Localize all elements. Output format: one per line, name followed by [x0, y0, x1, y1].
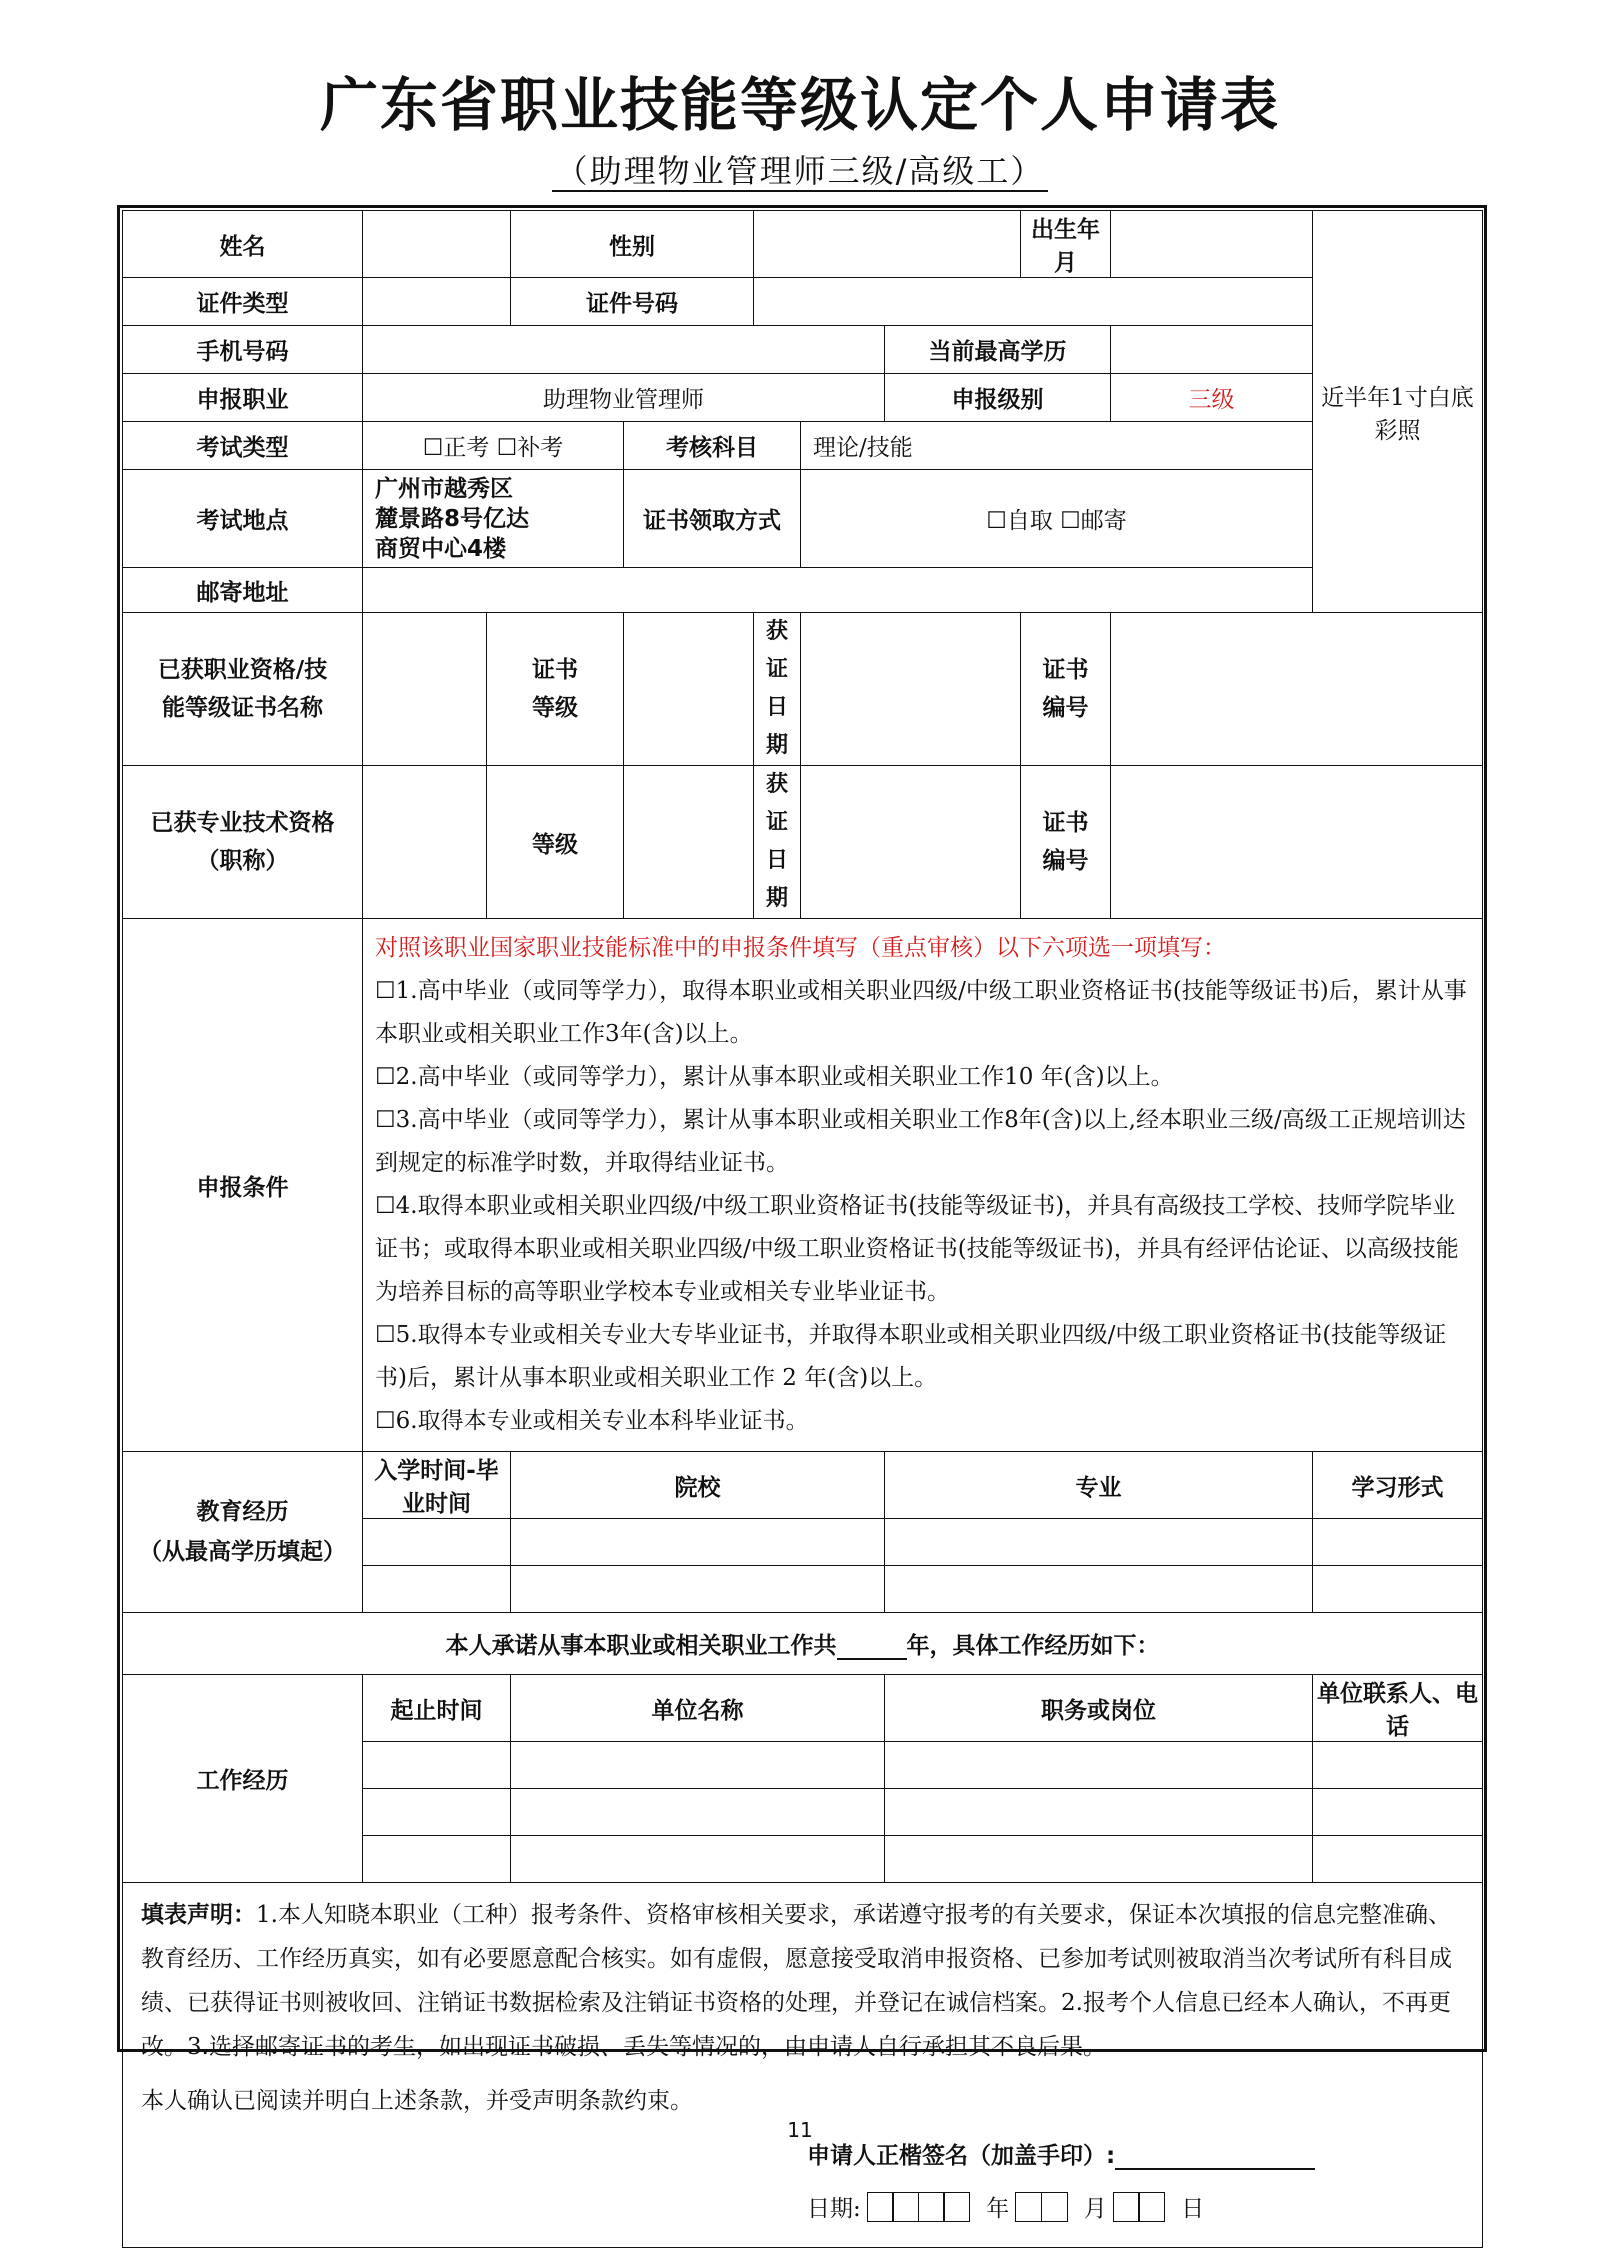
- cert-method-label: 证书领取方式: [624, 470, 801, 568]
- edu-col-period: 入学时间-毕业时间: [363, 1452, 511, 1519]
- education-field[interactable]: [1111, 326, 1313, 374]
- edu-cell[interactable]: [511, 1566, 885, 1613]
- qualification-name-field[interactable]: [363, 613, 487, 766]
- birth-label: 出生年月: [1021, 211, 1111, 278]
- signature-label: 申请人正楷签名（加盖手印）:: [807, 2143, 1116, 2169]
- subject-label: 考核科目: [624, 422, 801, 470]
- exam-makeup-checkbox[interactable]: ☐补考: [496, 435, 564, 461]
- edu-col-major: 专业: [885, 1452, 1313, 1519]
- work-cell[interactable]: [885, 1836, 1313, 1883]
- gender-field[interactable]: [754, 211, 1021, 278]
- exam-type-label: 考试类型: [123, 422, 363, 470]
- date-label: 日期:: [807, 2196, 861, 2222]
- qualification-label: [123, 613, 363, 766]
- edu-cell[interactable]: [363, 1519, 511, 1566]
- cert-grade-label: [487, 613, 624, 766]
- occupation-label: 申报职业: [123, 374, 363, 422]
- pro-get-date-label-line-2: 日期: [765, 848, 788, 911]
- pro-get-date-label-line-1: 获证: [765, 772, 788, 835]
- work-cell[interactable]: [363, 1836, 511, 1883]
- cert-no-label-line-2: 编号: [1042, 695, 1089, 721]
- year-boxes[interactable]: [867, 2192, 971, 2222]
- conditions-head: 对照该职业国家职业技能标准中的申报条件填写（重点审核）以下六项选一项填写：: [375, 935, 1226, 961]
- location-line-1: 广州市越秀区: [375, 475, 513, 502]
- location-label: 考试地点: [123, 470, 363, 568]
- work-cell[interactable]: [363, 1742, 511, 1789]
- month-label: 月: [1083, 2196, 1107, 2222]
- phone-label: 手机号码: [123, 326, 363, 374]
- cert-grade-label-line-1: 证书: [532, 657, 578, 683]
- signature-field[interactable]: [1115, 2142, 1315, 2170]
- work-promise-suffix: 年，具体工作经历如下：: [906, 1633, 1160, 1659]
- condition-option-2[interactable]: ☐2.高中毕业（或同等学力），累计从事本职业或相关职业工作10 年(含)以上。: [375, 1064, 1174, 1090]
- pro-cert-no-label: [1021, 766, 1111, 919]
- phone-field[interactable]: [363, 326, 885, 374]
- id-type-field[interactable]: [363, 278, 511, 326]
- declaration-text: [141, 1893, 1464, 2069]
- name-field[interactable]: [363, 211, 511, 278]
- cert-mail-checkbox[interactable]: ☐邮寄: [1060, 508, 1127, 534]
- conditions-label: 申报条件: [123, 919, 363, 1452]
- conditions-list: [363, 919, 1483, 1452]
- get-date-label: [754, 613, 801, 766]
- mail-address-field[interactable]: [363, 568, 1313, 613]
- declaration-body: 1.本人知晓本职业（工种）报考条件、资格审核相关要求，承诺遵守报考的有关要求，保证本次填报的信息完整准确、教育经历、工作经历真实，如有必要愿意配合核实。如有虚假，愿意接受取消申报资格、已参加考试则被取消当次考试所有科目成绩、已获得证书则被收回、注销证书数据检索及注销证书资格的处理，并登记在诚信档案。2.报考个人信息已经本人确认，不再更改。3.选择邮寄证书的考生，如出现证书破损、丢失等情况的，由申请人自行承担其不良后果。: [141, 1902, 1452, 2060]
- cert-no-field[interactable]: [1111, 613, 1483, 766]
- cert-self-pickup-checkbox[interactable]: ☐自取: [986, 508, 1053, 534]
- edu-cell[interactable]: [1313, 1519, 1483, 1566]
- mail-address-label: 邮寄地址: [123, 568, 363, 613]
- date-row: [807, 2190, 1464, 2223]
- work-col-position: 职务或岗位: [885, 1675, 1313, 1742]
- pro-grade-label: 等级: [487, 766, 624, 919]
- month-boxes[interactable]: [1015, 2192, 1068, 2222]
- date-box[interactable]: [1138, 2192, 1165, 2222]
- work-promise-prefix: 本人承诺从事本职业或相关职业工作共: [445, 1633, 837, 1659]
- edu-cell[interactable]: [1313, 1566, 1483, 1613]
- pro-cert-no-field[interactable]: [1111, 766, 1483, 919]
- subject-value-text: 理论/技能: [813, 435, 913, 461]
- pro-get-date-field[interactable]: [801, 766, 1021, 919]
- get-date-field[interactable]: [801, 613, 1021, 766]
- pro-title-field[interactable]: [363, 766, 487, 919]
- date-box[interactable]: [892, 2192, 919, 2222]
- cert-grade-label-line-2: 等级: [532, 695, 578, 721]
- work-cell[interactable]: [1313, 1742, 1483, 1789]
- cert-no-label: [1021, 613, 1111, 766]
- work-cell[interactable]: [511, 1742, 885, 1789]
- edu-col-school: 院校: [511, 1452, 885, 1519]
- work-cell[interactable]: [885, 1742, 1313, 1789]
- id-no-label: 证件号码: [511, 278, 754, 326]
- pro-title-label-line-1: 已获专业技术资格: [150, 810, 335, 836]
- edu-history-label-line-2: （从最高学历填起）: [139, 1539, 346, 1565]
- get-date-label-line-2: 日期: [765, 695, 788, 758]
- id-type-label: 证件类型: [123, 278, 363, 326]
- edu-cell[interactable]: [885, 1566, 1313, 1613]
- work-cell[interactable]: [1313, 1836, 1483, 1883]
- work-promise: [123, 1613, 1483, 1675]
- work-cell[interactable]: [511, 1836, 885, 1883]
- condition-option-1[interactable]: ☐1.高中毕业（或同等学力），取得本职业或相关职业四级/中级工职业资格证书(技能等级证书)后，累计从事本职业或相关职业工作3年(含)以上。: [375, 978, 1467, 1047]
- work-cell[interactable]: [885, 1789, 1313, 1836]
- exam-type-options[interactable]: [363, 422, 624, 470]
- edu-history-label-line-1: 教育经历: [196, 1499, 289, 1525]
- date-box[interactable]: [1015, 2192, 1042, 2222]
- cert-method-options[interactable]: [801, 470, 1313, 568]
- name-label: 姓名: [123, 211, 363, 278]
- day-boxes[interactable]: [1113, 2192, 1166, 2222]
- qualification-label-line-1: 已获职业资格/技: [157, 657, 328, 683]
- condition-option-5[interactable]: ☐5.取得本专业或相关专业大专毕业证书，并取得本职业或相关职业四级/中级工职业资格证书(技能等级证书)后，累计从事本职业或相关职业工作 2 年(含)以上。: [375, 1322, 1447, 1391]
- condition-option-4[interactable]: ☐4.取得本职业或相关职业四级/中级工职业资格证书(技能等级证书)，并具有高级技工学校、技师学院毕业证书；或取得本职业或相关职业四级/中级工职业资格证书(技能等级证书)，并具有经评估论证、以高级技能为培养目标的高等职业学校本专业或相关专业毕业证书。: [375, 1193, 1459, 1305]
- declaration-confirm: 本人确认已阅读并明白上述条款，并受声明条款约束。: [141, 2088, 693, 2114]
- exam-normal-checkbox[interactable]: ☐正考: [422, 435, 490, 461]
- location-line-3: 商贸中心4楼: [375, 535, 507, 562]
- qualification-label-line-2: 能等级证书名称: [162, 695, 323, 721]
- birth-field[interactable]: [1111, 211, 1313, 278]
- year-label: 年: [986, 2196, 1010, 2222]
- subject-value: [801, 422, 1313, 470]
- cert-grade-field[interactable]: [624, 613, 754, 766]
- day-label: 日: [1181, 2196, 1205, 2222]
- work-col-period: 起止时间: [363, 1675, 511, 1742]
- pro-title-label-line-2: （职称）: [196, 848, 289, 874]
- work-col-employer: 单位名称: [511, 1675, 885, 1742]
- work-years-blank[interactable]: [837, 1634, 907, 1660]
- declaration: [123, 1883, 1483, 2248]
- date-box[interactable]: [1113, 2192, 1140, 2222]
- date-box[interactable]: [943, 2192, 970, 2222]
- edu-cell[interactable]: [885, 1519, 1313, 1566]
- application-form-table: [122, 210, 1483, 2248]
- subtitle-text: （助理物业管理师三级/高级工）: [552, 152, 1049, 192]
- work-cell[interactable]: [363, 1789, 511, 1836]
- form-subtitle: [0, 146, 1600, 192]
- work-col-contact: 单位联系人、电话: [1313, 1675, 1483, 1742]
- form-title: 广东省职业技能等级认定个人申请表: [319, 71, 1280, 139]
- cert-no-label-line-1: 证书: [1042, 657, 1089, 683]
- pro-title-label: [123, 766, 363, 919]
- date-box[interactable]: [1041, 2192, 1068, 2222]
- gender-label: 性别: [511, 211, 754, 278]
- edu-cell[interactable]: [511, 1519, 885, 1566]
- date-box[interactable]: [867, 2192, 894, 2222]
- get-date-label-line-1: 获证: [765, 619, 788, 682]
- edu-history-label: [123, 1452, 363, 1613]
- level-label: 申报级别: [885, 374, 1111, 422]
- occupation-value: 助理物业管理师: [363, 374, 885, 422]
- condition-option-6[interactable]: ☐6.取得本专业或相关专业本科毕业证书。: [375, 1408, 809, 1434]
- pro-cert-no-label-line-2: 编号: [1042, 848, 1089, 874]
- condition-option-3[interactable]: ☐3.高中毕业（或同等学力），累计从事本职业或相关职业工作8年(含)以上,经本职业三级/高级工正规培训达到规定的标准学时数，并取得结业证书。: [375, 1107, 1466, 1176]
- work-cell[interactable]: [1313, 1789, 1483, 1836]
- id-no-field[interactable]: [754, 278, 1313, 326]
- location-line-2: 麓景路8号亿达: [375, 505, 530, 532]
- pro-grade-field[interactable]: [624, 766, 754, 919]
- declaration-label: 填表声明：: [141, 1902, 256, 1928]
- photo-area[interactable]: 近半年1寸白底彩照: [1313, 211, 1483, 613]
- page-number: 11: [787, 2118, 813, 2142]
- education-label: 当前最高学历: [885, 326, 1111, 374]
- level-value: 三级: [1111, 374, 1313, 422]
- work-cell[interactable]: [511, 1789, 885, 1836]
- pro-cert-no-label-line-1: 证书: [1042, 810, 1089, 836]
- edu-cell[interactable]: [363, 1566, 511, 1613]
- date-box[interactable]: [918, 2192, 945, 2222]
- edu-col-mode: 学习形式: [1313, 1452, 1483, 1519]
- pro-get-date-label: [754, 766, 801, 919]
- location-value: [363, 470, 624, 568]
- work-history-label: 工作经历: [123, 1675, 363, 1883]
